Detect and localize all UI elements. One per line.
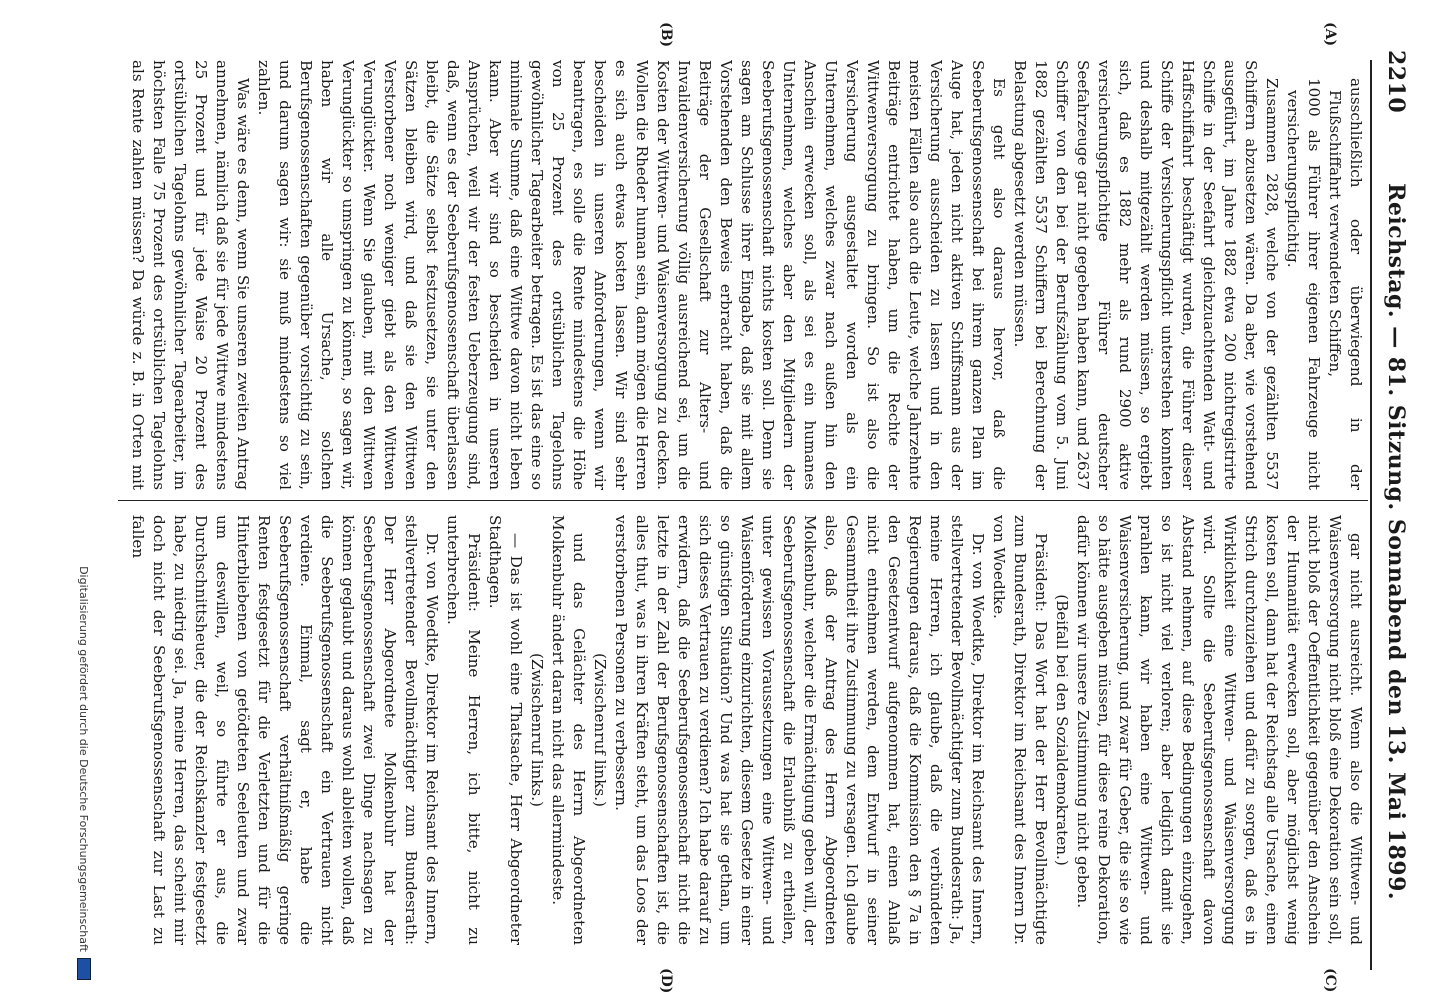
paragraph: und das Gelächter des Herrn Abgeordneten Molkenbuhr ändert daran nicht das allermindeste. — [549, 515, 588, 945]
paragraph: Präsident: Das Wort hat der Herr Bevollmächtigte zum Bundesrath, Direktor im Reichsamt des Innern Dr. von Woedtke. — [990, 515, 1050, 945]
page-title: Reichstag. — 81. Sitzung. Sonnabend den 13. Mai 1899. — [1383, 183, 1409, 901]
footer-credit — [64, 0, 104, 1000]
paragraph: 1000 als Führer ihrer eigenen Fahrzeuge nicht versicherungspflichtig. — [1284, 78, 1323, 490]
paragraph: Dr. von Woedtke, Direktor im Reichsamt des Innern, stellvertretender Bevollmächtigter zum Bundesrath: Der Herr Abgeordnete Molkenbuhr hat der Seeberufsgenossenschaft zwei Dinge nachsagen zu können geglaubt und daraus wohl ableiten wollen, daß die Seeberufsgenossenschaft ein Vertrauen nicht verdiene. Einmal, sagt er, habe die Seeberufsgenossenschaft verhältnißmäßig geringe Renten festgesetzt für die Verletzten und für die Hinterbliebenen von getödteten Seeleuten und zwar um deswillen, weil, so führte er aus, die Durchschnittsheuer, die der Reichskanzler festgesetzt habe, zu niedrig sei. Ja, meine Herren, das scheint mir doch nicht der Seeberufsgenossenschaft zur Last zu fallen — [129, 515, 441, 945]
column-divider — [118, 500, 1368, 501]
paragraph: Was wäre es denn, wenn Sie unseren zweiten Antrag annehmen, nämlich daß sie für jede Wittwe mindestens 25 Prozent und für jede Waise 20 Prozent des ortsüblichen Tagelohns gewöhnlicher Tagearbeiter, im höchsten Falle 75 Prozent des ortsüblichen Tagelohns als Rente zahlen müssen? Da würde z. B. in Orten mit — [129, 60, 252, 490]
page-number: 2210 — [1383, 50, 1409, 114]
margin-mark-b: (B) — [658, 22, 674, 48]
interjection: (Beifall bei den Sozialdemokraten.) — [1053, 594, 1071, 866]
interjection: (Zwischenruf links.) — [528, 653, 546, 807]
margin-mark-d: (D) — [658, 968, 674, 994]
footer-credit-text: Digitalisierung gefördert durch die Deutsche Forschungsgemeinschaft — [77, 566, 91, 952]
interjection: (Zwischenruf links.) — [591, 653, 609, 807]
page-header — [1376, 50, 1416, 970]
right-column — [126, 515, 1366, 945]
margin-mark-a: (A) — [1322, 22, 1338, 47]
paragraph: ausschließlich oder überwiegend in der Flußschiffahrt verwendeten Schiffen, — [1326, 78, 1365, 490]
paragraph: Dr. von Woedtke, Direktor im Reichsamt des Innern, stellvertretender Bevollmächtigter zum Bundesrath: Ja, meine Herren, ich glaube, daß die verbündeten Regierungen daraus, daß die Kommission den § 7a in den Gesetzentwurf aufgenommen hat, einen Anlaß nicht entnehmen werden, dem Entwurf in seiner Gesammtheit ihre Zustimmung zu versagen. Ich glaube also, daß der Antrag des Herrn Abgeordneten Molkenbuhr, welcher die Ermächtigung geben will, der Seeberufsgenossenschaft die Erlaubniß zu ertheilen, unter gewissen Voraussetzungen eine Wittwen- und Waisenförderung einzurichten, diesem Gesetze in einer so günstigen Situation? Und was hat sie gethan, um sich dieses Vertrauen zu verdienen? Ich habe darauf zu erwidern, daß die Seeberufsgenossenschaft nicht die letzte in der Zahl der Berufsgenossenschaften ist, die alles thut, was in ihren Kräften steht, um das Loos der verstorbenen Personen zu verbessern. — [612, 515, 987, 945]
header-rule — [1370, 60, 1372, 970]
paragraph: Es geht also daraus hervor, daß die Seeberufsgenossenschaft bei ihrem ganzen Plan im Auge hat, jeden nicht aktiven Schiffsmann aus der Versicherung ausscheiden zu lassen und in den meisten Fällen also auch die Leute, welche Jahrzehnte Beiträge entrichtet haben, um die Rechte der Wittwenversorgung zu bringen. So ist also die Versicherung ausgestaltet worden als ein Unternehmen, welches zwar nach außen hin den Anschein erwecken soll, als sei es ein humanes Unternehmen, welches aber den Mitgliedern der Seeberufsgenossenschaft nichts kosten soll. Denn sie sagen am Schlusse ihrer Eingabe, daß sie mit allem Vorstehenden den Beweis erbracht haben, daß die Beiträge der Gesellschaft zur Alters- und Invalidenversicherung völlig ausreichend sei, um die Kosten der Wittwen- und Waisenversorgung zu decken. Wollen die Rheder human sein, dann mögen die Herren es sich auch etwas kosten lassen. Wir sind sehr bescheiden in unseren Anforderungen, wenn wir beantragen, es solle die Rente mindestens die Höhe von 25 Prozent des ortsüblichen Tagelohns gewöhnlicher Tagearbeiter betragen. Es ist das eine so minimale Summe, daß eine Wittwe davon nicht leben kann. Aber wir sind so bescheiden in unseren Ansprüchen, weil wir der festen Ueberzeugung sind, daß, wenn es der Seeberufsgenossenschaft überlassen bleibt, die Sätze selbst festzusetzen, sie unter den Sätzen bleiben wird, und daß sie den Wittwen Verstorbener noch weniger giebt als den Wittwen Verunglückter. Wenn Sie glauben, mit den Wittwen Verunglückter so umspringen zu können, so sagen wir, haben wir alle Ursache, solchen Berufsgenossenschaften gegenüber vorsichtig zu sein, und darum sagen wir: sie muß mindestens so viel zahlen. — [255, 60, 1008, 490]
dfg-logo — [77, 958, 91, 980]
paragraph: Präsident: Meine Herren, ich bitte, nicht zu unterbrechen. — [444, 515, 483, 945]
left-column — [126, 60, 1366, 490]
paragraph: gar nicht ausreicht. Wenn also die Wittwen- und Waisenversorgung nicht bloß eine Dekoration sein soll, nicht bloß der Oeffentlichkeit gegenüber den Anschein der Humanität erwecken soll, aber möglichst wenig kosten soll, dann hat der Reichstag alle Ursache, einen Strich durchzuziehen und dafür zu sorgen, daß es in Wirklichkeit eine Wittwen- und Waisenversorgung wird. Sollte die Seeberufsgenossenschaft davon Abstand nehmen, auf diese Bedingungen einzugehen, so ist nicht viel verloren; aber lediglich damit sie prahlen kann, wir haben eine Wittwen- und Waisenversicherung, und zwar für Geber, die sie so wie so hätte ausgeben müssen, für diese reine Dekoration, dafür können wir unsere Zustimmung nicht geben. — [1074, 515, 1365, 945]
paragraph: Zusammen 2828, welche von der gezählten 5537 Schiffern abzusetzen wären. Da aber, wie vorstehend ausgeführt, im Jahre 1882 etwa 200 nichtregistrirte Schiffe in der Seefahrt gleichzuachtenden Watt- und Haffschiffahrt beschäftigt wurden, die Führer dieser Schiffe der Versicherungspflicht unterstehen konnten und deshalb mitgezählt werden müssen, so ergiebt sich, daß es 1882 mehr als rund 2900 aktive versicherungspflichtige Führer deutscher Seefahrzeuge gar nicht gegeben haben kann, und 2637 Schiffer von den bei der Berufszählung vom 5. Juni 1882 gezählten 5537 Schiffern bei Berechnung der Belastung abgesetzt werden müssen. — [1011, 60, 1281, 490]
paragraph: — Das ist wohl eine Thatsache, Herr Abgeordneter Stadthagen. — [486, 515, 525, 945]
interjection — [126, 515, 127, 945]
margin-mark-c: (C) — [1322, 968, 1338, 993]
